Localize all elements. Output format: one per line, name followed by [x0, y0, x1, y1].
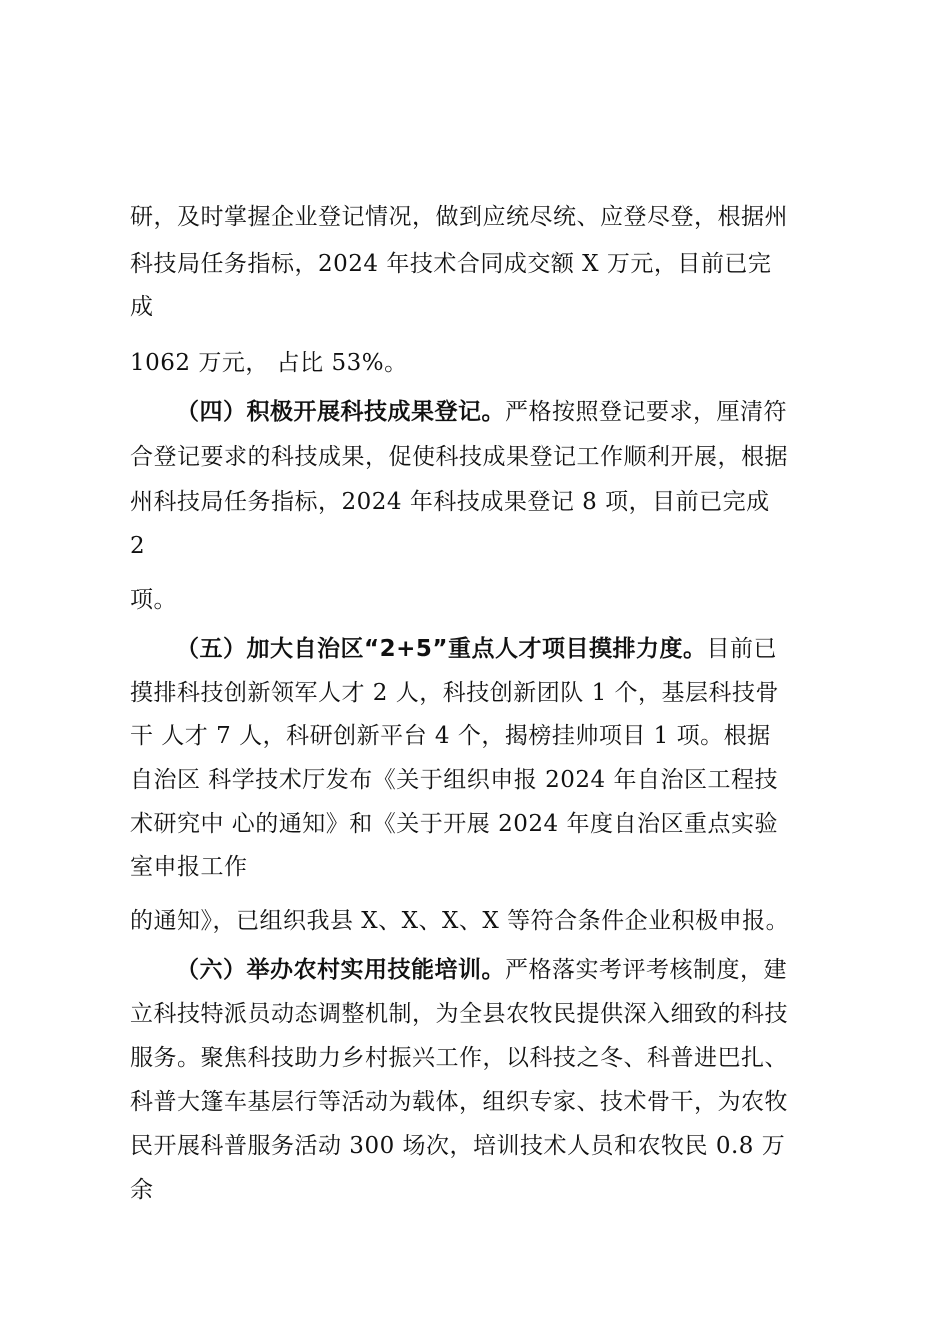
- line-text: 科技局任务指标，2024 年技术合同成交额 X 万元，目前已完: [130, 251, 772, 277]
- text-line: [130, 1131, 840, 1161]
- line-text: 合登记要求的科技成果，促使科技成果登记工作顺利开展，根据: [130, 444, 788, 470]
- line-text: 项。: [130, 587, 177, 613]
- text-line: [130, 348, 840, 378]
- text-line: [130, 906, 840, 936]
- section-heading-line: [176, 634, 886, 664]
- text-line: [130, 531, 840, 561]
- text-line: [130, 721, 840, 751]
- line-text: 术研究中 心的通知》和《关于开展 2024 年度自治区重点实验: [130, 811, 778, 837]
- text-line: [130, 1175, 840, 1205]
- section-heading-line: [176, 397, 886, 427]
- line-text: 2: [130, 533, 146, 559]
- text-line: [130, 442, 840, 472]
- text-line: [130, 999, 840, 1029]
- line-text: 1062 万元， 占比 53%。: [130, 350, 408, 376]
- line-text: 目前已: [706, 636, 778, 662]
- line-text: 服务。聚焦科技助力乡村振兴工作，以科技之冬、科普进巴扎、: [130, 1045, 788, 1071]
- section-heading: （五）加大自治区“2+5”重点人才项目摸排力度。: [176, 636, 707, 662]
- text-line: [130, 249, 840, 279]
- text-line: [130, 202, 840, 232]
- line-text: 州科技局任务指标，2024 年科技成果登记 8 项，目前已完成: [130, 489, 770, 515]
- text-line: [130, 1043, 840, 1073]
- section-heading: （四）积极开展科技成果登记。: [176, 399, 505, 425]
- line-text: 研，及时掌握企业登记情况，做到应统尽统、应登尽登，根据州: [130, 204, 788, 230]
- line-text: 立科技特派员动态调整机制，为全县农牧民提供深入细致的科技: [130, 1001, 788, 1027]
- line-text: 干 人才 7 人，科研创新平台 4 个，揭榜挂帅项目 1 项。根据: [130, 723, 771, 749]
- line-text: 科普大篷车基层行等活动为载体，组织专家、技术骨干，为农牧: [130, 1089, 788, 1115]
- text-line: [130, 765, 840, 795]
- line-text: 室申报工作: [130, 854, 248, 880]
- text-line: [130, 585, 840, 615]
- text-line: [130, 487, 840, 517]
- line-text: 成: [130, 294, 154, 320]
- line-text: 余: [130, 1177, 154, 1203]
- text-line: [130, 1087, 840, 1117]
- line-text: 的通知》，已组织我县 X、X、X、X 等符合条件企业积极申报。: [130, 908, 790, 934]
- line-text: 严格落实考评考核制度，建: [505, 957, 787, 983]
- text-line: [130, 678, 840, 708]
- text-line: [130, 809, 840, 839]
- text-line: [130, 852, 840, 882]
- section-heading-line: [176, 955, 886, 985]
- line-text: 摸排科技创新领军人才 2 人，科技创新团队 1 个，基层科技骨: [130, 680, 780, 706]
- section-heading: （六）举办农村实用技能培训。: [176, 957, 505, 983]
- line-text: 民开展科普服务活动 300 场次，培训技术人员和农牧民 0.8 万: [130, 1133, 786, 1159]
- line-text: 自治区 科学技术厅发布《关于组织申报 2024 年自治区工程技: [130, 767, 778, 793]
- text-line: [130, 292, 840, 322]
- line-text: 严格按照登记要求，厘清符: [505, 399, 787, 425]
